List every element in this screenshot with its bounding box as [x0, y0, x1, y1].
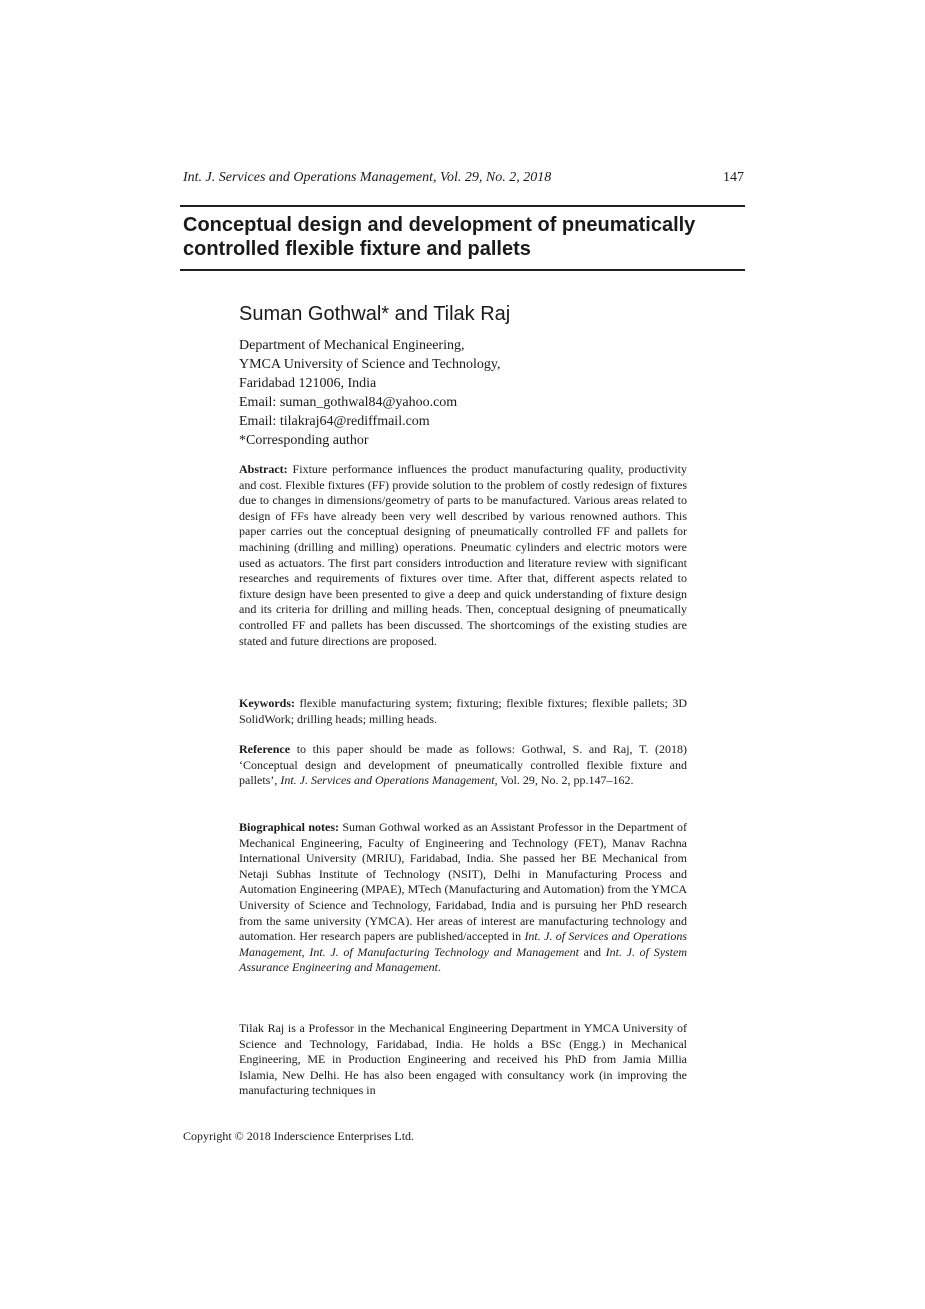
affiliation-university: YMCA University of Science and Technology,	[239, 357, 501, 372]
author-email-2: Email: tilakraj64@rediffmail.com	[239, 414, 430, 429]
reference-text-b: , Vol. 29, No. 2, pp.147–162.	[494, 773, 634, 788]
keywords-label: Keywords:	[239, 696, 295, 710]
paper-title	[183, 213, 753, 261]
bio-journal-1: Int. J. of Services and Operations Management	[239, 929, 687, 959]
affiliation-block	[239, 336, 699, 450]
page-number: 147	[723, 170, 744, 185]
copyright-notice: Copyright © 2018 Inderscience Enterprises Ltd.	[183, 1129, 415, 1143]
title-rule-bottom	[180, 269, 745, 271]
keywords-text: flexible manufacturing system; fixturing; flexible fixtures; flexible pallets; 3D SolidWork; drilling heads; milling heads.	[239, 696, 687, 726]
affiliation-city: Faridabad 121006, India	[239, 376, 377, 391]
biography-second-author: Tilak Raj is a Professor in the Mechanical Engineering Department in YMCA University of Science and Technology, Faridabad, India. He holds a BSc (Engg.) in Mechanical Engineering, ME in Production Engineering and received his PhD from Jamia Millia Islamia, New Delhi. He has also been engaged with consultancy work (in improving the manufacturing techniques in	[239, 1021, 687, 1098]
corresponding-author-note: *Corresponding author	[239, 433, 369, 448]
affiliation-department: Department of Mechanical Engineering,	[239, 338, 465, 353]
paper-title-line-1: Conceptual design and development of pneumatically	[183, 214, 696, 236]
abstract-text: Fixture performance influences the product manufacturing quality, productivity and cost. Flexible fixtures (FF) provide solution to the problem of costly redesign of fixtures due to changes in dimensions/geometry of parts to be manufactured. Various areas related to design of FFs have already been very well described by various renowned authors. This paper carries out the conceptual designing of pneumatically controlled FF and pallets for machining (drilling and milling) operations. Pneumatic cylinders and electric motors were used as actuators. The first part considers introduction and literature review with significant researches and requirements of fixtures over time. After that, different aspects related to fixture design have been presented to give a deep and quick understanding of fixture design and its criteria for drilling and milling heads. Then, conceptual designing of pneumatically controlled FF and pallets has been discussed. The shortcomings of the existing studies are stated and future directions are proposed.	[239, 462, 687, 648]
bio-journal-3: Int. J. of System Assurance Engineering and Management	[239, 944, 688, 975]
bio-end: .	[437, 960, 441, 975]
reference-label: Reference	[239, 742, 291, 756]
citation-reference	[239, 742, 687, 789]
paper-title-line-2: controlled flexible fixture and pallets	[183, 238, 531, 260]
abstract-label: Abstract:	[239, 462, 288, 476]
bio-text-a: Suman Gothwal worked as an Assistant Professor in the Department of Mechanical Engineering, Faculty of Engineering and Technology (FET), Manav Rachna International University (MRIU), Faridabad, India. She passed her BE Mechanical from Netaji Subhas Institute of Technology (NSIT), Delhi in Manufacturing Process and Automation Engineering (MPAE), MTech (Manufacturing and Automation) from the YMCA University of Science and Technology, Faridabad, India and is pursuing her PhD research from the same university (YMCA). Her areas of interest are manufacturing technology and automation. Her research papers are published/accepted in	[239, 820, 687, 944]
reference-journal: Int. J. Services and Operations Management	[280, 773, 495, 788]
running-head	[183, 169, 744, 187]
keywords	[239, 696, 687, 727]
title-rule-top	[180, 205, 745, 207]
author-names: Suman Gothwal* and Tilak Raj	[239, 303, 511, 325]
bio-label: Biographical notes:	[239, 820, 340, 834]
bio-sep-1: ,	[301, 944, 310, 959]
journal-citation: Int. J. Services and Operations Management, Vol. 29, No. 2, 2018	[183, 170, 552, 185]
biographical-notes	[239, 820, 687, 976]
reference-text-a: to this paper should be made as follows: Gothwal, S. and Raj, T. (2018) ‘Conceptual design and development of pneumatically controlled flexible fixture and pallets’,	[239, 742, 687, 788]
bio-journal-2: Int. J. of Manufacturing Technology and Management	[309, 944, 579, 959]
abstract	[239, 462, 687, 649]
bio-sep-2: and	[578, 944, 606, 959]
author-email-1: Email: suman_gothwal84@yahoo.com	[239, 395, 458, 410]
